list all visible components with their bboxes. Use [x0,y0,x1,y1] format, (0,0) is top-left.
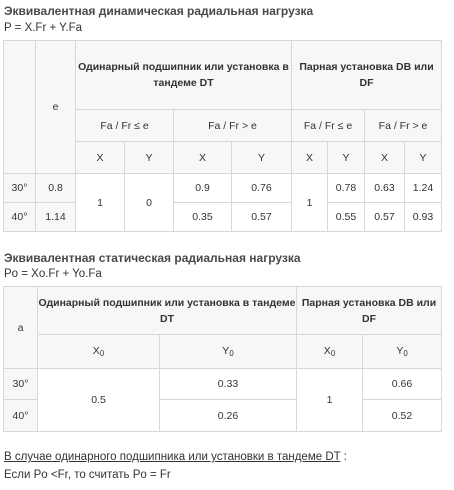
y-header: Y [232,142,292,174]
y-header: Y [328,142,365,174]
value-cell: 0.33 [160,369,297,400]
value-cell: 1.24 [405,174,442,203]
single-cond-gt: Fa / Fr > e [174,110,292,142]
po-rule-note: Если Po <Fr, то считать Po = Fr [4,469,171,481]
single-bearing-note: В случае одинарного подшипника или установки в тандеме DT : [4,451,347,463]
angle-cell: 40° [4,400,38,432]
static-load-heading: Эквивалентная статическая радиальная нагрузка [4,251,301,265]
pair-cond-le: Fa / Fr ≤ e [292,110,365,142]
value-cell: 0.9 [174,174,232,203]
e-cell: 1.14 [36,203,76,232]
x-header: X [76,142,125,174]
value-cell: 0.55 [328,203,365,232]
e-cell: 0.8 [36,174,76,203]
value-cell: 0.35 [174,203,232,232]
static-load-formula: Po = Xo.Fr + Yo.Fa [4,268,102,280]
e-header: e [36,41,76,174]
value-cell: 0.52 [363,400,442,432]
value-cell: 1 [292,174,328,232]
dynamic-load-table [3,40,442,232]
x0-header: $X_0$ [38,335,160,369]
value-cell: 0.76 [232,174,292,203]
static-pair-bearing-header: Парная установка DB или DF [297,287,442,335]
dynamic-load-formula: P = X.Fr + Y.Fa [4,22,82,34]
table-row [4,174,442,203]
value-cell: 1 [297,369,363,432]
pair-cond-gt: Fa / Fr > e [365,110,442,142]
single-bearing-header: Одинарный подшипник или установка в тандеме DT [76,41,292,110]
value-cell: 0.57 [232,203,292,232]
angle-header-cell [4,41,36,174]
table-row [4,203,442,232]
value-cell: 0.66 [363,369,442,400]
y0-header: $Y_0$ [363,335,442,369]
single-bearing-note-text: В случае одинарного подшипника или установки в тандеме DT [4,451,341,463]
angle-cell: 40° [4,203,36,232]
a-header: a [4,287,38,369]
value-cell: 0 [125,174,174,232]
table-row [4,369,442,400]
value-cell: 0.63 [365,174,405,203]
static-single-bearing-header: Одинарный подшипник или установка в тандеме DT [38,287,297,335]
y-header: Y [405,142,442,174]
single-cond-le: Fa / Fr ≤ e [76,110,174,142]
angle-cell: 30° [4,174,36,203]
x0-header: $X_0$ [297,335,363,369]
pair-bearing-header: Парная установка DB или DF [292,41,442,110]
x-header: X [292,142,328,174]
value-cell: 0.26 [160,400,297,432]
dynamic-load-heading: Эквивалентная динамическая радиальная нагрузка [4,4,314,18]
x-header: X [365,142,405,174]
y0-header: $Y_0$ [160,335,297,369]
value-cell: 1 [76,174,125,232]
value-cell: 0.78 [328,174,365,203]
static-load-table [3,286,442,432]
value-cell: 0.5 [38,369,160,432]
y-header: Y [125,142,174,174]
value-cell: 0.57 [365,203,405,232]
angle-cell: 30° [4,369,38,400]
value-cell: 0.93 [405,203,442,232]
x-header: X [174,142,232,174]
